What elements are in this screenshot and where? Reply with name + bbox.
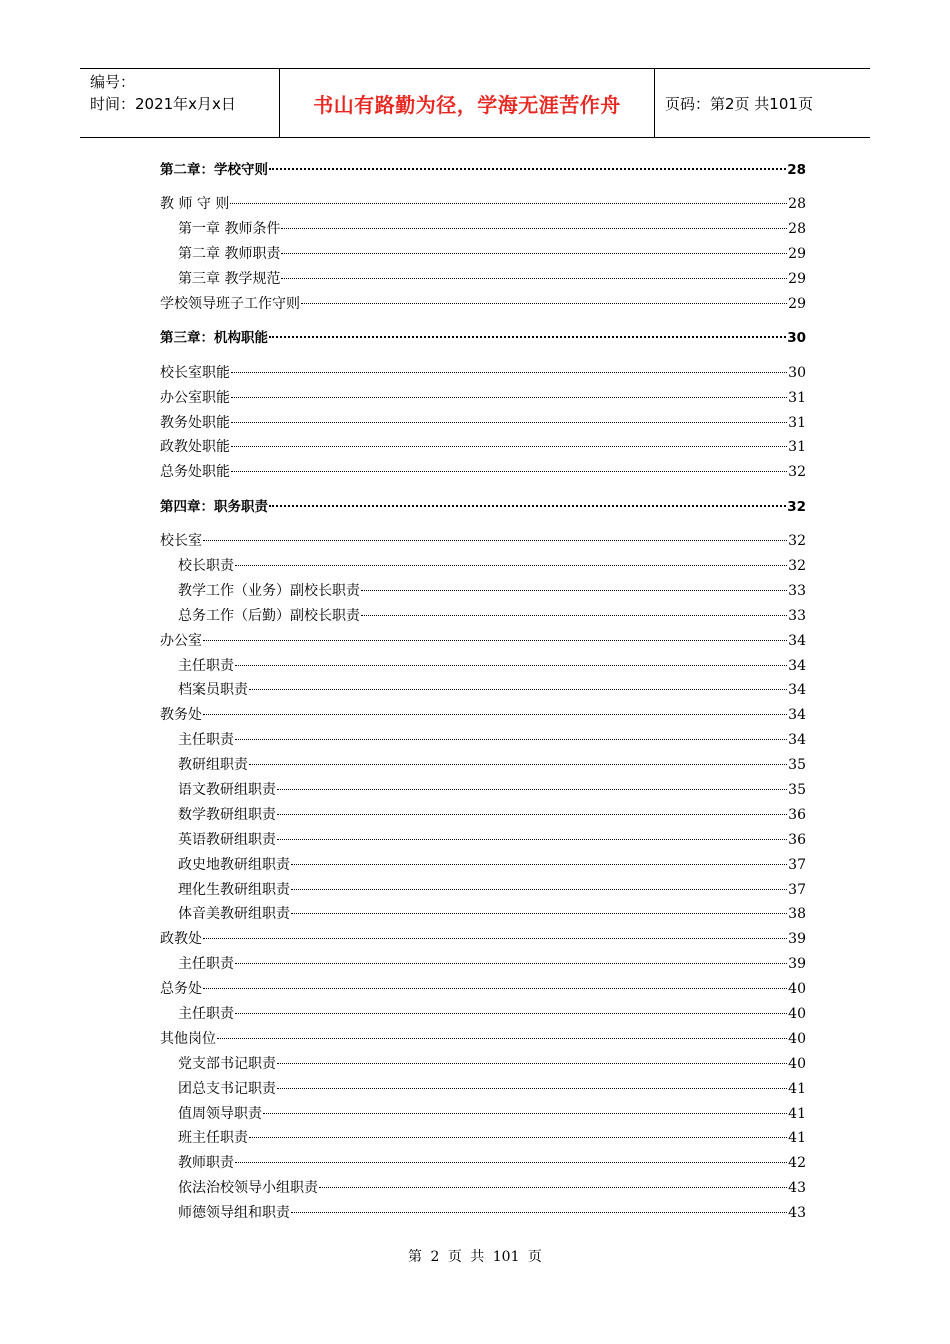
toc-entry-title: 校长室职能 bbox=[160, 364, 230, 381]
toc-entry-page: 42 bbox=[788, 1155, 806, 1172]
toc-entry[interactable] bbox=[160, 1027, 806, 1052]
toc-entry-title: 办公室职能 bbox=[160, 389, 230, 406]
toc-entry-title: 第四章：职务职责 bbox=[160, 498, 268, 515]
toc-entry[interactable] bbox=[160, 952, 806, 977]
toc-entry[interactable] bbox=[160, 217, 806, 242]
toc-entry-page: 31 bbox=[788, 414, 806, 431]
toc-entry[interactable] bbox=[160, 460, 806, 485]
toc-entry-page: 40 bbox=[788, 981, 806, 998]
toc-dot-leader bbox=[231, 446, 787, 447]
toc-entry-title: 政教处 bbox=[160, 931, 202, 948]
toc-dot-leader bbox=[231, 397, 787, 398]
toc-entry-page: 29 bbox=[788, 295, 806, 312]
toc-dot-leader bbox=[235, 1013, 787, 1014]
toc-entry-page: 34 bbox=[788, 657, 806, 674]
toc-entry-title: 第三章：机构职能 bbox=[160, 330, 268, 347]
toc-entry-title: 政教处职能 bbox=[160, 439, 230, 456]
toc-entry[interactable] bbox=[160, 927, 806, 952]
toc-entry[interactable] bbox=[160, 803, 806, 828]
toc-entry-title: 校长职责 bbox=[178, 557, 234, 574]
toc-entry[interactable] bbox=[160, 1052, 806, 1077]
toc-entry-title: 教研组职责 bbox=[178, 757, 248, 774]
toc-entry[interactable] bbox=[160, 1176, 806, 1201]
toc-entry-page: 39 bbox=[788, 956, 806, 973]
toc-entry-title: 数学教研组职责 bbox=[178, 806, 276, 823]
toc-entry-page: 32 bbox=[788, 464, 806, 481]
toc-entry-page: 41 bbox=[788, 1130, 806, 1147]
toc-entry[interactable] bbox=[160, 1077, 806, 1102]
toc-entry-title: 班主任职责 bbox=[178, 1130, 248, 1147]
toc-entry[interactable] bbox=[160, 778, 806, 803]
toc-entry[interactable] bbox=[160, 828, 806, 853]
toc-entry-page: 37 bbox=[788, 856, 806, 873]
toc-entry[interactable] bbox=[160, 629, 806, 654]
toc-entry-page: 32 bbox=[788, 557, 806, 574]
toc-entry[interactable] bbox=[160, 977, 806, 1002]
toc-entry[interactable] bbox=[160, 1126, 806, 1151]
toc-entry[interactable] bbox=[160, 554, 806, 579]
toc-entry-title: 第一章 教师条件 bbox=[178, 221, 281, 238]
toc-entry[interactable] bbox=[160, 192, 806, 217]
toc-dot-leader bbox=[269, 168, 786, 170]
toc-dot-leader bbox=[235, 963, 787, 964]
toc-entry-title: 团总支书记职责 bbox=[178, 1080, 276, 1097]
toc-entry-page: 33 bbox=[788, 582, 806, 599]
toc-dot-leader bbox=[249, 689, 787, 690]
toc-entry-title: 办公室 bbox=[160, 632, 202, 649]
toc-dot-leader bbox=[291, 1212, 787, 1213]
toc-entry[interactable] bbox=[160, 579, 806, 604]
toc-entry-title: 主任职责 bbox=[178, 1006, 234, 1022]
toc-entry-title: 第二章 教师职责 bbox=[178, 246, 281, 263]
toc-dot-leader bbox=[291, 913, 787, 914]
toc-dot-leader bbox=[235, 665, 787, 666]
toc-dot-leader bbox=[281, 253, 787, 254]
toc-dot-leader bbox=[203, 938, 787, 939]
toc-entry-page: 30 bbox=[788, 364, 806, 381]
toc-dot-leader bbox=[231, 471, 787, 472]
toc-entry[interactable] bbox=[160, 242, 806, 267]
toc-dot-leader bbox=[249, 764, 787, 765]
toc-entry[interactable] bbox=[160, 1102, 806, 1127]
toc-entry-title: 依法治校领导小组职责 bbox=[178, 1180, 318, 1197]
page-header bbox=[80, 68, 870, 138]
toc-entry[interactable] bbox=[160, 435, 806, 460]
toc-entry-page: 35 bbox=[788, 781, 806, 798]
toc-entry[interactable] bbox=[160, 604, 806, 629]
toc-entry-page: 31 bbox=[788, 389, 806, 406]
toc-entry-page: 34 bbox=[788, 682, 806, 699]
toc-entry-title: 教务处职能 bbox=[160, 414, 230, 431]
toc-entry-page: 30 bbox=[787, 330, 806, 347]
toc-entry-title: 理化生教研组职责 bbox=[178, 881, 290, 898]
toc-entry-title: 校长室 bbox=[160, 533, 202, 550]
toc-entry-title: 值周领导职责 bbox=[178, 1105, 262, 1122]
toc-entry[interactable] bbox=[160, 267, 806, 292]
toc-entry-page: 41 bbox=[788, 1080, 806, 1097]
toc-entry[interactable] bbox=[160, 529, 806, 554]
toc-dot-leader bbox=[291, 864, 787, 865]
toc-dot-leader bbox=[249, 1137, 787, 1138]
toc-entry[interactable] bbox=[160, 878, 806, 903]
toc-dot-leader bbox=[361, 615, 787, 616]
toc-entry-page: 31 bbox=[788, 439, 806, 456]
toc-entry-page: 39 bbox=[788, 931, 806, 948]
toc-entry-title: 主任职责 bbox=[178, 956, 234, 973]
toc-dot-leader bbox=[291, 889, 787, 890]
toc-entry-page: 29 bbox=[788, 271, 806, 288]
toc-entry-title: 学校领导班子工作守则 bbox=[160, 295, 300, 312]
toc-entry-page: 34 bbox=[788, 632, 806, 649]
toc-dot-leader bbox=[281, 278, 787, 279]
toc-entry-page: 34 bbox=[788, 707, 806, 724]
toc-entry[interactable] bbox=[160, 1151, 806, 1176]
toc-entry-title: 主任职责 bbox=[178, 732, 234, 749]
toc-entry-title: 总务处职能 bbox=[160, 464, 230, 481]
toc-entry-page: 28 bbox=[788, 196, 806, 213]
toc-entry-page: 37 bbox=[788, 881, 806, 898]
toc-dot-leader bbox=[230, 203, 787, 204]
toc-entry-title: 体音美教研组职责 bbox=[178, 906, 290, 923]
header-motto: 书山有路勤为径，学海无涯苦作舟 bbox=[280, 69, 655, 137]
toc-entry-title: 教 师 守 则 bbox=[160, 196, 230, 213]
toc-entry-page: 36 bbox=[788, 806, 806, 823]
toc-entry[interactable] bbox=[160, 654, 806, 679]
toc-entry-page: 40 bbox=[788, 1006, 806, 1022]
document-code-label: 编号： bbox=[90, 73, 136, 91]
toc-chapter-entry[interactable] bbox=[160, 326, 806, 351]
toc-dot-leader bbox=[281, 228, 787, 229]
toc-dot-leader bbox=[301, 303, 787, 304]
toc-entry-title: 第二章：学校守则 bbox=[160, 162, 268, 178]
toc-entry-page: 40 bbox=[788, 1055, 806, 1072]
toc-dot-leader bbox=[235, 739, 787, 740]
toc-entry-title: 总务处 bbox=[160, 981, 202, 998]
toc-dot-leader bbox=[231, 372, 787, 373]
toc-entry[interactable] bbox=[160, 753, 806, 778]
table-of-contents bbox=[160, 158, 806, 1226]
toc-entry[interactable] bbox=[160, 728, 806, 753]
toc-dot-leader bbox=[269, 336, 786, 338]
toc-entry-title: 师德领导组和职责 bbox=[178, 1205, 290, 1222]
toc-dot-leader bbox=[277, 839, 787, 840]
toc-entry[interactable] bbox=[160, 411, 806, 436]
toc-dot-leader bbox=[277, 1063, 787, 1064]
document-date-label: 时间：2021年x月x日 bbox=[90, 95, 236, 113]
toc-entry[interactable] bbox=[160, 361, 806, 386]
toc-entry-title: 教学工作（业务）副校长职责 bbox=[178, 582, 360, 599]
toc-dot-leader bbox=[319, 1187, 787, 1188]
toc-entry-title: 语文教研组职责 bbox=[178, 781, 276, 798]
toc-entry[interactable] bbox=[160, 292, 806, 317]
toc-entry-page: 33 bbox=[788, 607, 806, 624]
toc-entry-page: 34 bbox=[788, 732, 806, 749]
toc-entry-page: 32 bbox=[787, 498, 806, 515]
toc-entry-title: 教师职责 bbox=[178, 1155, 234, 1172]
toc-dot-leader bbox=[203, 540, 787, 541]
toc-dot-leader bbox=[217, 1038, 787, 1039]
toc-entry[interactable] bbox=[160, 386, 806, 411]
toc-entry-title: 政史地教研组职责 bbox=[178, 856, 290, 873]
toc-entry-title: 主任职责 bbox=[178, 657, 234, 674]
toc-dot-leader bbox=[277, 1088, 787, 1089]
toc-entry-page: 36 bbox=[788, 831, 806, 848]
toc-dot-leader bbox=[231, 422, 787, 423]
toc-entry[interactable] bbox=[160, 1201, 806, 1226]
toc-entry-title: 其他岗位 bbox=[160, 1030, 216, 1047]
toc-entry-page: 41 bbox=[788, 1105, 806, 1122]
toc-entry-page: 32 bbox=[788, 533, 806, 550]
toc-dot-leader bbox=[203, 714, 787, 715]
toc-entry-page: 38 bbox=[788, 906, 806, 923]
toc-chapter-entry[interactable] bbox=[160, 495, 806, 520]
toc-dot-leader bbox=[277, 789, 787, 790]
toc-entry-page: 28 bbox=[787, 162, 806, 178]
header-page-info: 页码：第2页 共101页 bbox=[665, 94, 813, 113]
toc-dot-leader bbox=[269, 505, 786, 507]
toc-chapter-entry[interactable] bbox=[160, 158, 806, 183]
toc-entry-page: 43 bbox=[788, 1180, 806, 1197]
toc-entry-page: 40 bbox=[788, 1030, 806, 1047]
toc-entry-page: 29 bbox=[788, 246, 806, 263]
toc-entry[interactable] bbox=[160, 853, 806, 878]
toc-entry-title: 党支部书记职责 bbox=[178, 1055, 276, 1072]
toc-dot-leader bbox=[361, 590, 787, 591]
toc-dot-leader bbox=[203, 640, 787, 641]
toc-dot-leader bbox=[235, 565, 787, 566]
toc-entry-page: 35 bbox=[788, 757, 806, 774]
toc-entry[interactable] bbox=[160, 902, 806, 927]
page-footer: 第 2 页 共 101 页 bbox=[408, 1249, 542, 1265]
header-left-cell bbox=[80, 69, 280, 137]
toc-entry[interactable] bbox=[160, 678, 806, 703]
toc-dot-leader bbox=[263, 1113, 787, 1114]
toc-entry-title: 第三章 教学规范 bbox=[178, 271, 281, 288]
toc-entry-title: 档案员职责 bbox=[178, 682, 248, 699]
toc-entry[interactable] bbox=[160, 1002, 806, 1027]
toc-dot-leader bbox=[203, 988, 787, 989]
toc-entry[interactable] bbox=[160, 703, 806, 728]
toc-entry-title: 总务工作（后勤）副校长职责 bbox=[178, 607, 360, 624]
toc-dot-leader bbox=[277, 814, 787, 815]
toc-dot-leader bbox=[235, 1162, 787, 1163]
toc-entry-page: 43 bbox=[788, 1205, 806, 1222]
toc-entry-page: 28 bbox=[788, 221, 806, 238]
toc-entry-title: 英语教研组职责 bbox=[178, 831, 276, 848]
toc-entry-title: 教务处 bbox=[160, 707, 202, 724]
